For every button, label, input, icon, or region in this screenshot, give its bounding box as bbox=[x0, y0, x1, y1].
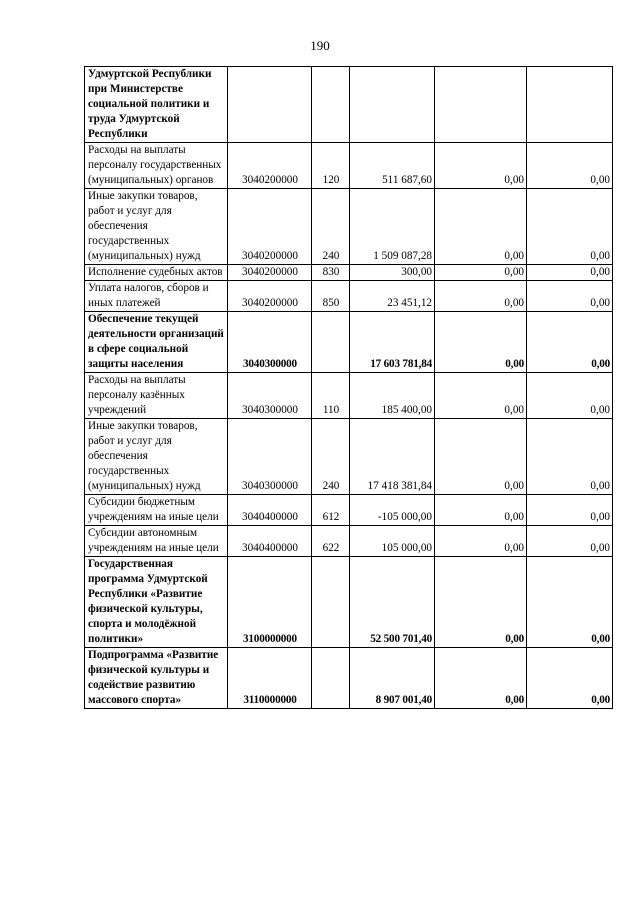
table-row bbox=[85, 67, 613, 143]
expense-type-code-cell: 622 bbox=[312, 526, 350, 557]
amount-cell: 1 509 087,28 bbox=[350, 189, 435, 265]
amount-column-6-cell: 0,00 bbox=[527, 265, 613, 281]
target-article-code-cell bbox=[228, 67, 312, 143]
item-name-cell: Иные закупки товаров, работ и услуг для обеспечения государственных (муниципальных) нужд bbox=[85, 419, 228, 495]
item-name-cell: Уплата налогов, сборов и иных платежей bbox=[85, 281, 228, 312]
table-row bbox=[85, 495, 613, 526]
amount-column-6-cell: 0,00 bbox=[527, 419, 613, 495]
amount-column-6-cell: 0,00 bbox=[527, 281, 613, 312]
table-row bbox=[85, 557, 613, 648]
item-name-cell: Государственная программа Удмуртской Республики «Развитие физической культуры, спорта и молодёжной политики» bbox=[85, 557, 228, 648]
table-row bbox=[85, 265, 613, 281]
item-name-cell: Удмуртской Республики при Министерстве социальной политики и труда Удмуртской Республики bbox=[85, 67, 228, 143]
amount-column-5-cell: 0,00 bbox=[435, 648, 527, 709]
table-row bbox=[85, 312, 613, 373]
amount-column-5-cell bbox=[435, 67, 527, 143]
expense-type-code-cell: 240 bbox=[312, 419, 350, 495]
amount-cell: 185 400,00 bbox=[350, 373, 435, 419]
budget-table bbox=[84, 66, 613, 709]
amount-column-6-cell: 0,00 bbox=[527, 312, 613, 373]
table-row bbox=[85, 373, 613, 419]
amount-column-6-cell: 0,00 bbox=[527, 648, 613, 709]
amount-column-5-cell: 0,00 bbox=[435, 526, 527, 557]
amount-column-5-cell: 0,00 bbox=[435, 312, 527, 373]
amount-cell: 17 418 381,84 bbox=[350, 419, 435, 495]
target-article-code-cell: 3040300000 bbox=[228, 419, 312, 495]
table-body bbox=[85, 67, 613, 709]
target-article-code-cell: 3040300000 bbox=[228, 312, 312, 373]
expense-type-code-cell: 612 bbox=[312, 495, 350, 526]
expense-type-code-cell: 110 bbox=[312, 373, 350, 419]
target-article-code-cell: 3040200000 bbox=[228, 189, 312, 265]
item-name-cell: Субсидии бюджетным учреждениям на иные цели bbox=[85, 495, 228, 526]
amount-column-5-cell: 0,00 bbox=[435, 265, 527, 281]
amount-column-6-cell: 0,00 bbox=[527, 143, 613, 189]
target-article-code-cell: 3040200000 bbox=[228, 281, 312, 312]
amount-column-5-cell: 0,00 bbox=[435, 557, 527, 648]
amount-cell: 17 603 781,84 bbox=[350, 312, 435, 373]
amount-column-5-cell: 0,00 bbox=[435, 189, 527, 265]
amount-column-6-cell: 0,00 bbox=[527, 557, 613, 648]
amount-cell: -105 000,00 bbox=[350, 495, 435, 526]
expense-type-code-cell bbox=[312, 557, 350, 648]
amount-column-6-cell: 0,00 bbox=[527, 526, 613, 557]
amount-column-5-cell: 0,00 bbox=[435, 495, 527, 526]
amount-column-6-cell: 0,00 bbox=[527, 495, 613, 526]
table-row bbox=[85, 189, 613, 265]
expense-type-code-cell: 120 bbox=[312, 143, 350, 189]
amount-cell: 52 500 701,40 bbox=[350, 557, 435, 648]
amount-column-5-cell: 0,00 bbox=[435, 281, 527, 312]
table-row bbox=[85, 648, 613, 709]
amount-cell: 105 000,00 bbox=[350, 526, 435, 557]
item-name-cell: Расходы на выплаты персоналу казённых учреждений bbox=[85, 373, 228, 419]
table-row bbox=[85, 526, 613, 557]
amount-cell: 8 907 001,40 bbox=[350, 648, 435, 709]
amount-cell bbox=[350, 67, 435, 143]
target-article-code-cell: 3040200000 bbox=[228, 143, 312, 189]
expense-type-code-cell bbox=[312, 67, 350, 143]
page-number: 190 bbox=[310, 38, 330, 53]
expense-type-code-cell: 850 bbox=[312, 281, 350, 312]
target-article-code-cell: 3040400000 bbox=[228, 495, 312, 526]
amount-cell: 23 451,12 bbox=[350, 281, 435, 312]
target-article-code-cell: 3040300000 bbox=[228, 373, 312, 419]
target-article-code-cell: 3040400000 bbox=[228, 526, 312, 557]
expense-type-code-cell: 830 bbox=[312, 265, 350, 281]
table-row bbox=[85, 143, 613, 189]
item-name-cell: Обеспечение текущей деятельности организаций в сфере социальной защиты населения bbox=[85, 312, 228, 373]
item-name-cell: Исполнение судебных актов bbox=[85, 265, 228, 281]
amount-column-5-cell: 0,00 bbox=[435, 373, 527, 419]
target-article-code-cell: 3040200000 bbox=[228, 265, 312, 281]
amount-column-6-cell bbox=[527, 67, 613, 143]
amount-column-6-cell: 0,00 bbox=[527, 373, 613, 419]
target-article-code-cell: 3100000000 bbox=[228, 557, 312, 648]
amount-cell: 300,00 bbox=[350, 265, 435, 281]
expense-type-code-cell: 240 bbox=[312, 189, 350, 265]
expense-type-code-cell bbox=[312, 648, 350, 709]
amount-cell: 511 687,60 bbox=[350, 143, 435, 189]
item-name-cell: Субсидии автономным учреждениям на иные цели bbox=[85, 526, 228, 557]
amount-column-5-cell: 0,00 bbox=[435, 419, 527, 495]
amount-column-6-cell: 0,00 bbox=[527, 189, 613, 265]
target-article-code-cell: 3110000000 bbox=[228, 648, 312, 709]
expense-type-code-cell bbox=[312, 312, 350, 373]
table-row bbox=[85, 281, 613, 312]
item-name-cell: Подпрограмма «Развитие физической культуры и содействие развитию массового спорта» bbox=[85, 648, 228, 709]
item-name-cell: Расходы на выплаты персоналу государственных (муниципальных) органов bbox=[85, 143, 228, 189]
amount-column-5-cell: 0,00 bbox=[435, 143, 527, 189]
table-row bbox=[85, 419, 613, 495]
item-name-cell: Иные закупки товаров, работ и услуг для обеспечения государственных (муниципальных) нужд bbox=[85, 189, 228, 265]
